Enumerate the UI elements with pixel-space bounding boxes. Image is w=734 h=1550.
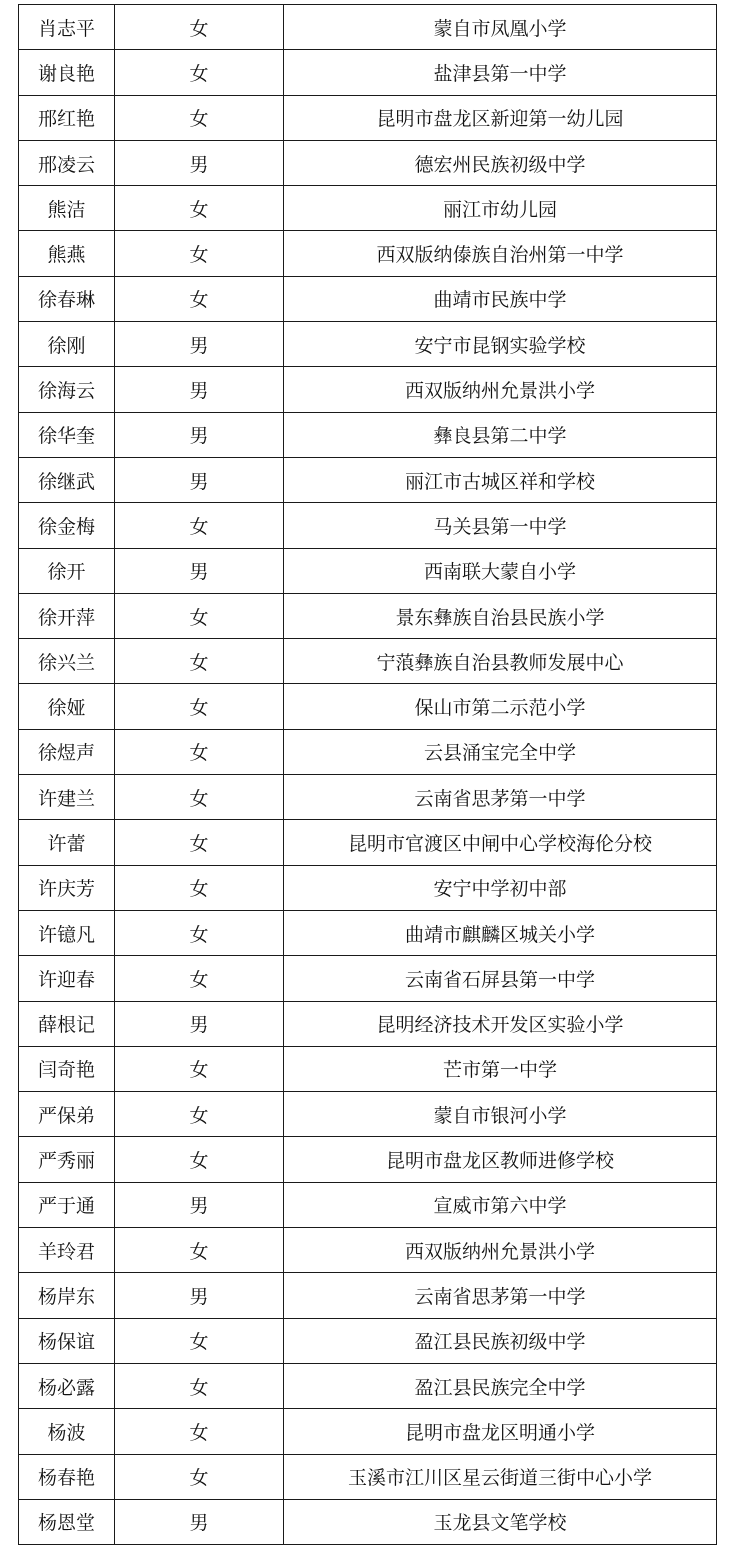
name-cell: 邢凌云: [19, 140, 115, 185]
school-cell: 西双版纳州允景洪小学: [284, 1228, 717, 1273]
name-cell: 杨波: [19, 1409, 115, 1454]
school-cell: 云南省思茅第一中学: [284, 1273, 717, 1318]
table-row: [19, 1318, 717, 1363]
gender-cell: 女: [115, 1318, 284, 1363]
gender-cell: 女: [115, 1228, 284, 1273]
name-cell: 闫奇艳: [19, 1046, 115, 1091]
gender-cell: 女: [115, 186, 284, 231]
school-cell: 德宏州民族初级中学: [284, 140, 717, 185]
school-cell: 盈江县民族完全中学: [284, 1363, 717, 1408]
school-cell: 西双版纳傣族自治州第一中学: [284, 231, 717, 276]
table-row: [19, 910, 717, 955]
gender-cell: 女: [115, 639, 284, 684]
school-cell: 丽江市幼儿园: [284, 186, 717, 231]
school-cell: 昆明经济技术开发区实验小学: [284, 1001, 717, 1046]
gender-cell: 男: [115, 1273, 284, 1318]
gender-cell: 女: [115, 95, 284, 140]
school-cell: 丽江市古城区祥和学校: [284, 457, 717, 502]
school-cell: 宣威市第六中学: [284, 1182, 717, 1227]
school-cell: 昆明市官渡区中闸中心学校海伦分校: [284, 820, 717, 865]
table-row: [19, 1273, 717, 1318]
name-cell: 许镱凡: [19, 910, 115, 955]
school-cell: 蒙自市凤凰小学: [284, 5, 717, 50]
name-cell: 杨恩堂: [19, 1499, 115, 1544]
gender-cell: 女: [115, 1409, 284, 1454]
gender-cell: 女: [115, 1454, 284, 1499]
gender-cell: 女: [115, 1046, 284, 1091]
name-cell: 许庆芳: [19, 865, 115, 910]
table-row: [19, 593, 717, 638]
table-row: [19, 820, 717, 865]
gender-cell: 男: [115, 412, 284, 457]
school-cell: 马关县第一中学: [284, 503, 717, 548]
table-row: [19, 1363, 717, 1408]
gender-cell: 男: [115, 1182, 284, 1227]
school-cell: 彝良县第二中学: [284, 412, 717, 457]
gender-cell: 女: [115, 231, 284, 276]
school-cell: 昆明市盘龙区新迎第一幼儿园: [284, 95, 717, 140]
name-cell: 许建兰: [19, 775, 115, 820]
gender-cell: 男: [115, 367, 284, 412]
gender-cell: 女: [115, 910, 284, 955]
name-cell: 徐煜声: [19, 729, 115, 774]
table-row: [19, 457, 717, 502]
gender-cell: 女: [115, 775, 284, 820]
gender-cell: 男: [115, 1001, 284, 1046]
table-row: [19, 1046, 717, 1091]
school-cell: 安宁中学初中部: [284, 865, 717, 910]
name-cell: 徐开萍: [19, 593, 115, 638]
table-row: [19, 140, 717, 185]
name-cell: 徐春琳: [19, 276, 115, 321]
school-cell: 盐津县第一中学: [284, 50, 717, 95]
table-row: [19, 956, 717, 1001]
school-cell: 安宁市昆钢实验学校: [284, 322, 717, 367]
gender-cell: 男: [115, 140, 284, 185]
gender-cell: 男: [115, 1499, 284, 1544]
name-cell: 杨春艳: [19, 1454, 115, 1499]
name-cell: 邢红艳: [19, 95, 115, 140]
name-cell: 杨必露: [19, 1363, 115, 1408]
table-row: [19, 1454, 717, 1499]
table-row: [19, 50, 717, 95]
school-cell: 景东彝族自治县民族小学: [284, 593, 717, 638]
school-cell: 蒙自市银河小学: [284, 1092, 717, 1137]
gender-cell: 女: [115, 593, 284, 638]
gender-cell: 男: [115, 548, 284, 593]
table-row: [19, 729, 717, 774]
table-row: [19, 186, 717, 231]
name-cell: 徐兴兰: [19, 639, 115, 684]
gender-cell: 女: [115, 1137, 284, 1182]
table-row: [19, 1499, 717, 1544]
name-cell: 徐华奎: [19, 412, 115, 457]
name-cell: 许迎春: [19, 956, 115, 1001]
table-row: [19, 775, 717, 820]
gender-cell: 女: [115, 956, 284, 1001]
gender-cell: 女: [115, 1092, 284, 1137]
table-row: [19, 322, 717, 367]
name-cell: 徐刚: [19, 322, 115, 367]
roster-body: [19, 5, 717, 1545]
gender-cell: 女: [115, 865, 284, 910]
school-cell: 云县涌宝完全中学: [284, 729, 717, 774]
school-cell: 保山市第二示范小学: [284, 684, 717, 729]
table-row: [19, 367, 717, 412]
gender-cell: 女: [115, 276, 284, 321]
school-cell: 西双版纳州允景洪小学: [284, 367, 717, 412]
gender-cell: 女: [115, 1363, 284, 1408]
gender-cell: 男: [115, 322, 284, 367]
name-cell: 杨保谊: [19, 1318, 115, 1363]
name-cell: 熊洁: [19, 186, 115, 231]
table-row: [19, 1137, 717, 1182]
table-row: [19, 95, 717, 140]
table-row: [19, 548, 717, 593]
name-cell: 许蕾: [19, 820, 115, 865]
name-cell: 杨岸东: [19, 1273, 115, 1318]
name-cell: 谢良艳: [19, 50, 115, 95]
roster-table: [18, 4, 717, 1545]
school-cell: 昆明市盘龙区教师进修学校: [284, 1137, 717, 1182]
gender-cell: 男: [115, 457, 284, 502]
table-row: [19, 503, 717, 548]
name-cell: 羊玲君: [19, 1228, 115, 1273]
name-cell: 徐开: [19, 548, 115, 593]
table-row: [19, 5, 717, 50]
name-cell: 严秀丽: [19, 1137, 115, 1182]
name-cell: 严保弟: [19, 1092, 115, 1137]
table-row: [19, 1409, 717, 1454]
name-cell: 徐海云: [19, 367, 115, 412]
name-cell: 徐继武: [19, 457, 115, 502]
school-cell: 宁蒗彝族自治县教师发展中心: [284, 639, 717, 684]
school-cell: 西南联大蒙自小学: [284, 548, 717, 593]
school-cell: 曲靖市民族中学: [284, 276, 717, 321]
gender-cell: 女: [115, 503, 284, 548]
table-row: [19, 684, 717, 729]
table-row: [19, 1092, 717, 1137]
table-row: [19, 1001, 717, 1046]
table-row: [19, 865, 717, 910]
table-row: [19, 1182, 717, 1227]
school-cell: 玉溪市江川区星云街道三街中心小学: [284, 1454, 717, 1499]
name-cell: 熊燕: [19, 231, 115, 276]
school-cell: 云南省思茅第一中学: [284, 775, 717, 820]
table-row: [19, 231, 717, 276]
school-cell: 玉龙县文笔学校: [284, 1499, 717, 1544]
gender-cell: 女: [115, 729, 284, 774]
name-cell: 肖志平: [19, 5, 115, 50]
gender-cell: 女: [115, 820, 284, 865]
table-row: [19, 412, 717, 457]
table-row: [19, 276, 717, 321]
school-cell: 昆明市盘龙区明通小学: [284, 1409, 717, 1454]
gender-cell: 女: [115, 684, 284, 729]
school-cell: 盈江县民族初级中学: [284, 1318, 717, 1363]
table-row: [19, 639, 717, 684]
gender-cell: 女: [115, 50, 284, 95]
school-cell: 云南省石屏县第一中学: [284, 956, 717, 1001]
school-cell: 曲靖市麒麟区城关小学: [284, 910, 717, 955]
name-cell: 徐娅: [19, 684, 115, 729]
gender-cell: 女: [115, 5, 284, 50]
school-cell: 芒市第一中学: [284, 1046, 717, 1091]
name-cell: 徐金梅: [19, 503, 115, 548]
table-row: [19, 1228, 717, 1273]
name-cell: 严于通: [19, 1182, 115, 1227]
name-cell: 薛根记: [19, 1001, 115, 1046]
